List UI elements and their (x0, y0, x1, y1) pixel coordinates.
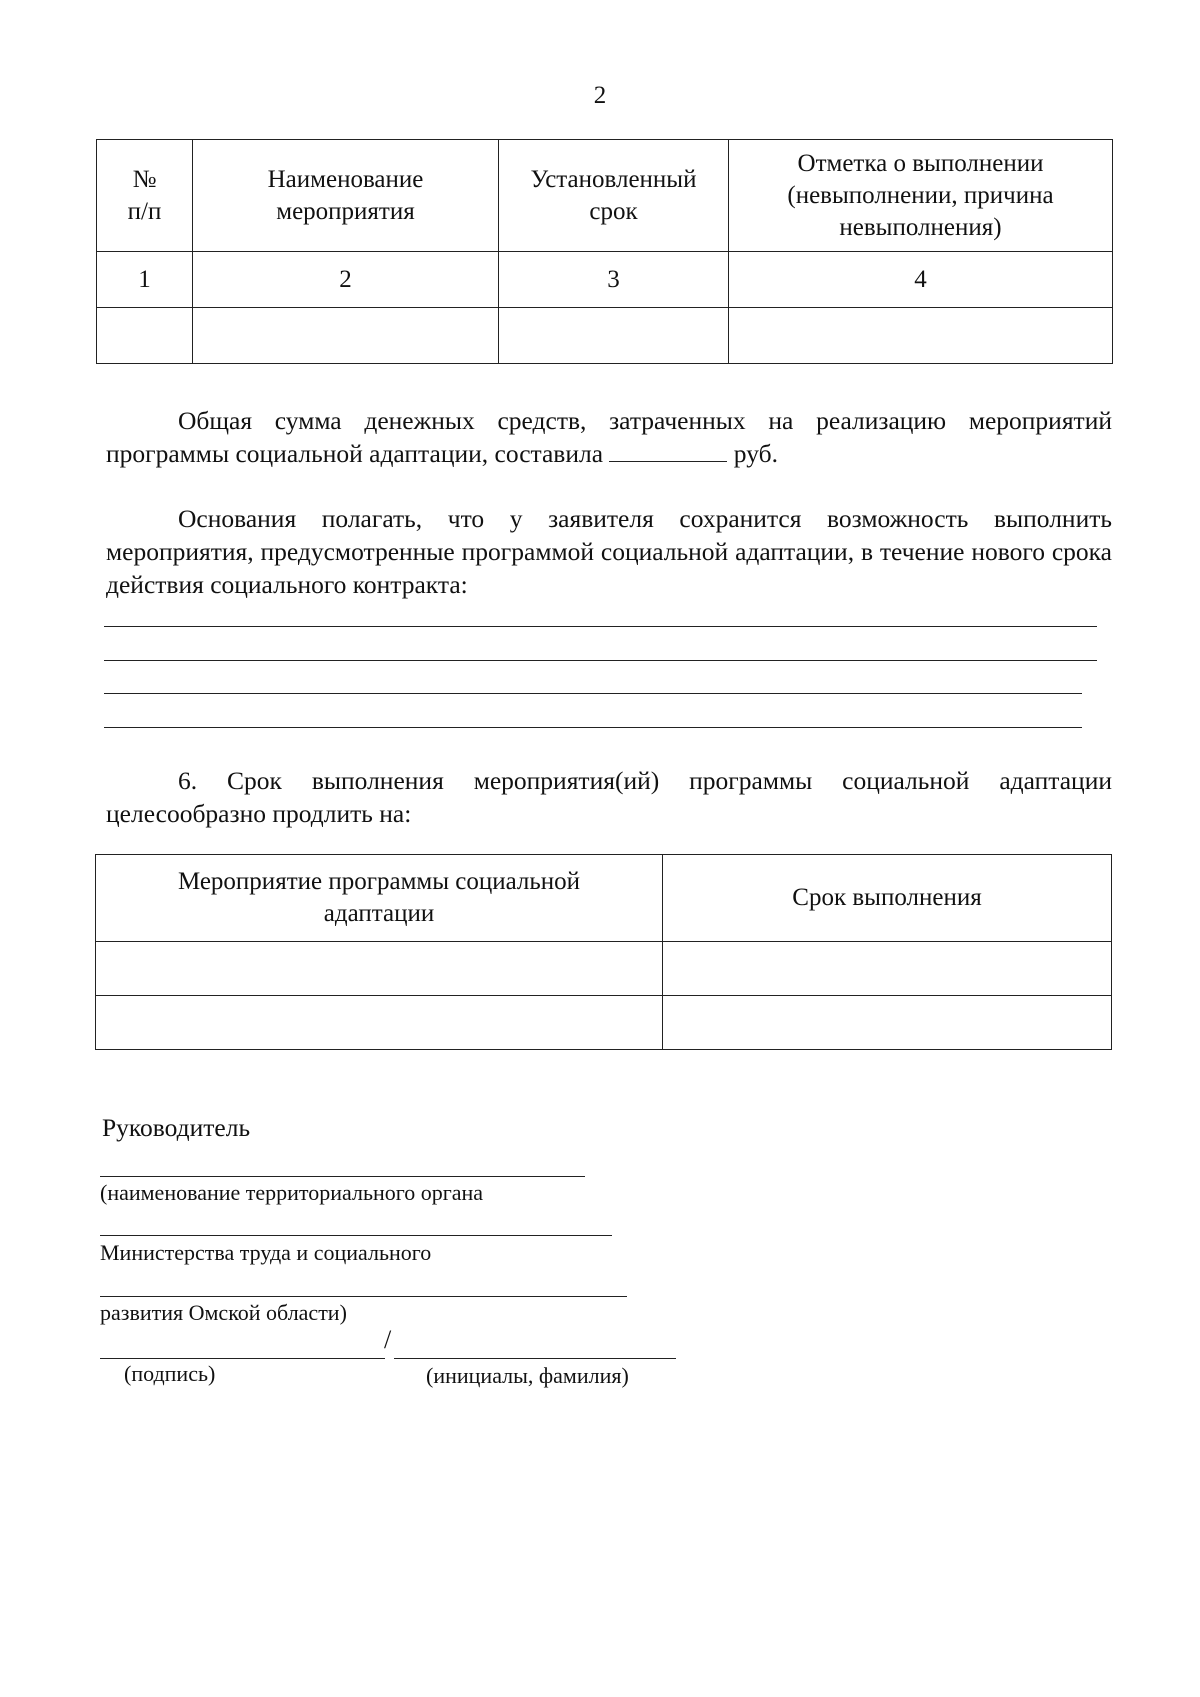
table-cell[interactable] (663, 942, 1112, 996)
table-cell[interactable] (663, 996, 1112, 1050)
grounds-paragraph: Основания полагать, что у заявителя сохранится возможность выполнить мероприятия, предусмотренные программой социальной адаптации, в течение нового срока действия социального контракта: (106, 504, 1112, 599)
grounds-line-3[interactable] (104, 693, 1082, 694)
head-title: Руководитель (102, 1113, 251, 1142)
org-line-2[interactable] (100, 1235, 612, 1236)
column-number-1: 1 (97, 252, 193, 308)
slash-separator: / (384, 1325, 392, 1354)
header-completion-period: Срок выполнения (663, 855, 1112, 942)
signature-caption: (подпись) (124, 1361, 216, 1386)
org-caption-3: развития Омской области) (100, 1300, 347, 1325)
org-caption-1: (наименование территориального органа (100, 1180, 484, 1205)
name-line[interactable] (394, 1358, 676, 1359)
table-cell[interactable] (96, 942, 663, 996)
header-completion-mark: Отметка о выполнении (невыполнении, причина невыполнения) (729, 140, 1113, 252)
total-sum-paragraph (106, 404, 1112, 470)
table-cell[interactable] (499, 308, 729, 364)
grounds-line-1[interactable] (104, 626, 1097, 627)
column-number-4: 4 (729, 252, 1113, 308)
table-row (96, 942, 1112, 996)
column-number-2: 2 (193, 252, 499, 308)
table-header-row (96, 855, 1112, 942)
header-activity-name: Наименование мероприятия (193, 140, 499, 252)
page-number: 2 (593, 82, 607, 109)
table-row (97, 308, 1113, 364)
grounds-line-4[interactable] (104, 727, 1082, 728)
table-cell[interactable] (193, 308, 499, 364)
table-cell[interactable] (729, 308, 1113, 364)
currency-text: руб. (733, 439, 778, 468)
activities-table (96, 139, 1113, 364)
signature-line[interactable] (100, 1358, 385, 1359)
header-number: № п/п (97, 140, 193, 252)
org-line-3[interactable] (100, 1296, 627, 1297)
table-cell[interactable] (96, 996, 663, 1050)
extension-paragraph: 6. Срок выполнения мероприятия(ий) программы социальной адаптации целесообразно продлить на: (106, 766, 1112, 828)
extension-table (95, 854, 1112, 1050)
grounds-line-2[interactable] (104, 660, 1097, 661)
table-cell[interactable] (97, 308, 193, 364)
total-sum-blank[interactable] (609, 439, 727, 462)
header-program-activity: Мероприятие программы социальной адаптации (96, 855, 663, 942)
header-deadline: Установленный срок (499, 140, 729, 252)
table-header-row (97, 140, 1113, 252)
table-column-numbers-row (97, 252, 1113, 308)
name-caption: (инициалы, фамилия) (426, 1363, 629, 1388)
org-line-1[interactable] (100, 1176, 585, 1177)
total-sum-text: Общая сумма денежных средств, затраченных на реализацию мероприятий программы социальной адаптации, составила (106, 406, 1112, 468)
org-caption-2: Министерства труда и социального (100, 1240, 432, 1265)
table-row (96, 996, 1112, 1050)
column-number-3: 3 (499, 252, 729, 308)
